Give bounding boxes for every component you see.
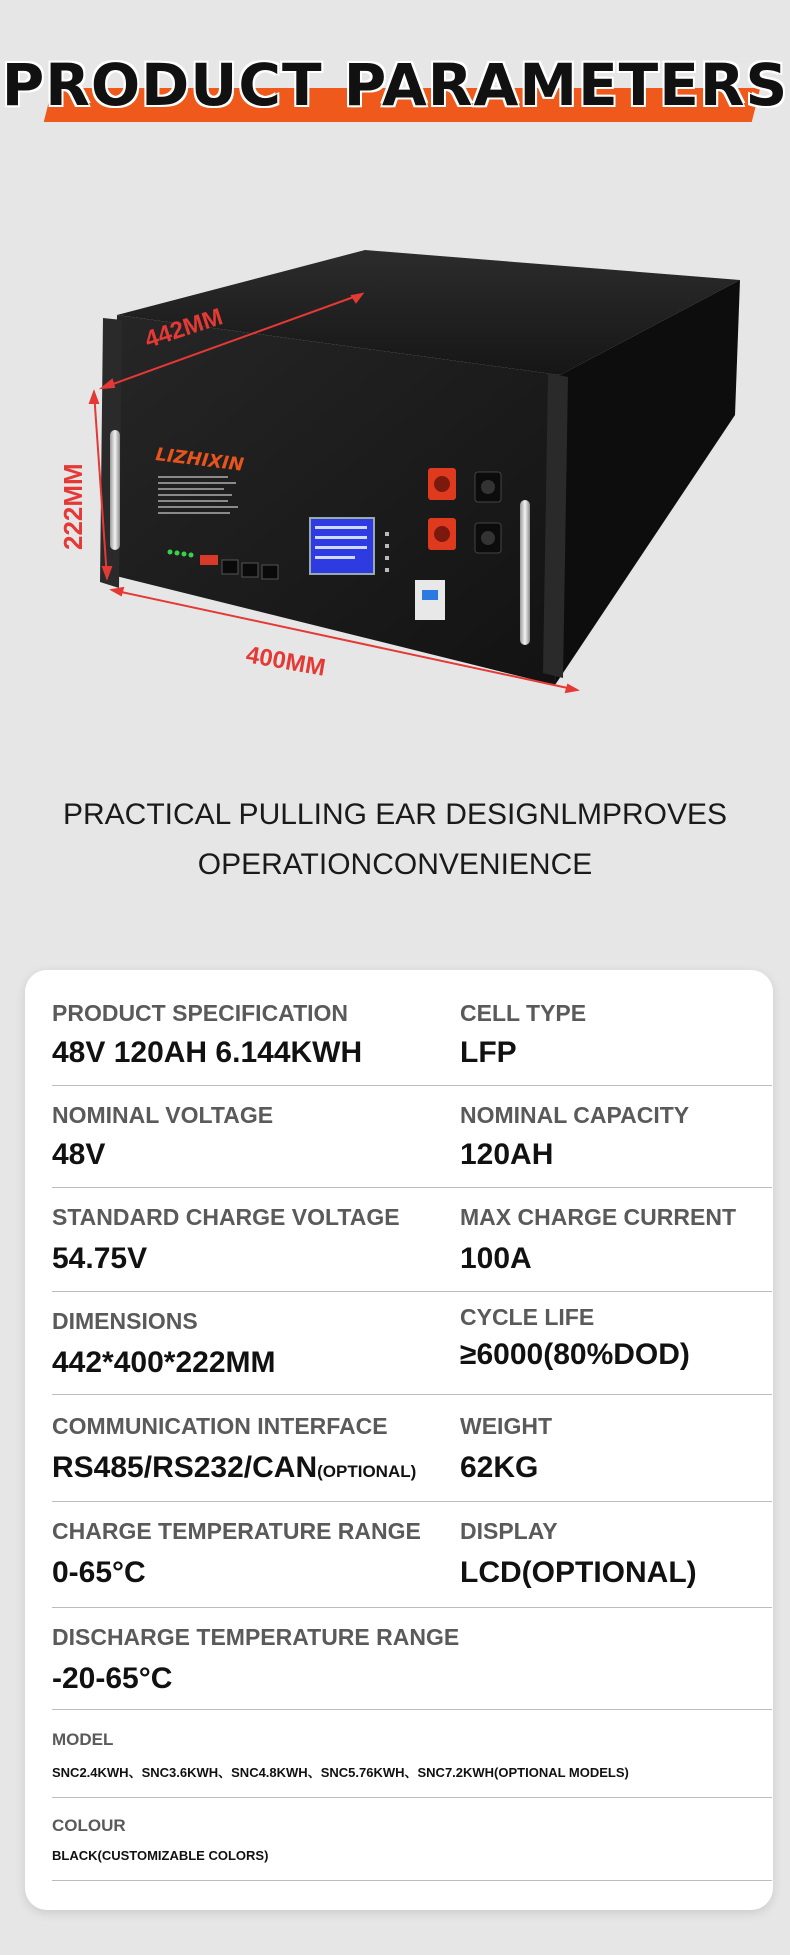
spec-label: COLOUR bbox=[52, 1816, 126, 1835]
spec-value bbox=[52, 1451, 416, 1485]
page-title: PRODUCT PARAMETERS bbox=[1, 51, 789, 119]
spec-label: MAX CHARGE CURRENT bbox=[460, 1204, 736, 1230]
battery-product-image bbox=[0, 230, 790, 710]
dimension-width: 442MM bbox=[141, 303, 226, 354]
spec-row bbox=[52, 1710, 772, 1798]
comm-interface-value: RS485/RS232/CAN bbox=[52, 1451, 318, 1484]
spec-row bbox=[52, 1086, 772, 1188]
spec-value: 442*400*222MM bbox=[52, 1346, 276, 1379]
brand-logo: LIZHIXIN bbox=[154, 444, 245, 476]
spec-value: 120AH bbox=[460, 1138, 554, 1171]
spec-label: DISPLAY bbox=[460, 1518, 558, 1544]
dimension-height: 222MM bbox=[58, 463, 88, 550]
spec-label: DIMENSIONS bbox=[52, 1308, 198, 1334]
spec-label: NOMINAL VOLTAGE bbox=[52, 1102, 274, 1128]
spec-value: 48V bbox=[52, 1138, 106, 1171]
spec-value: LCD(OPTIONAL) bbox=[460, 1556, 697, 1589]
spec-value: LFP bbox=[460, 1036, 517, 1069]
spec-row bbox=[52, 1188, 772, 1292]
right-handle bbox=[520, 500, 530, 645]
comm-optional-note: (OPTIONAL) bbox=[317, 1462, 417, 1481]
spec-value: ≥6000(80%DOD) bbox=[460, 1338, 690, 1371]
spec-value: -20-65°C bbox=[52, 1662, 173, 1695]
subheading-line-2: OPERATIONCONVENIENCE bbox=[197, 848, 593, 881]
spec-label: STANDARD CHARGE VOLTAGE bbox=[52, 1204, 400, 1230]
spec-row bbox=[52, 970, 772, 1086]
spec-label: COMMUNICATION INTERFACE bbox=[52, 1413, 388, 1439]
title-banner bbox=[0, 40, 790, 140]
spec-row bbox=[52, 1608, 772, 1710]
spec-label: MODEL bbox=[52, 1730, 114, 1749]
dip-switch bbox=[200, 555, 218, 565]
subheading-line-1: PRACTICAL PULLING EAR DESIGNLMPROVES bbox=[62, 798, 728, 831]
spec-value: 62KG bbox=[460, 1451, 539, 1484]
spec-label: NOMINAL CAPACITY bbox=[460, 1102, 690, 1128]
spec-label: CELL TYPE bbox=[460, 1000, 587, 1026]
spec-value: 48V 120AH 6.144KWH bbox=[52, 1036, 363, 1069]
feature-subheading bbox=[30, 790, 760, 890]
dimension-depth: 400MM bbox=[243, 641, 328, 682]
spec-row bbox=[52, 1798, 772, 1881]
spec-label: WEIGHT bbox=[460, 1413, 552, 1439]
left-handle bbox=[110, 430, 120, 550]
spec-value: 0-65°C bbox=[52, 1556, 146, 1589]
spec-value: SNC2.4KWH、SNC3.6KWH、SNC4.8KWH、SNC5.76KWH、SNC7.2KWH(OPTIONAL MODELS) bbox=[52, 1765, 629, 1780]
spec-label: CHARGE TEMPERATURE RANGE bbox=[52, 1518, 421, 1544]
spec-label: DISCHARGE TEMPERATURE RANGE bbox=[52, 1624, 460, 1650]
spec-row bbox=[52, 1502, 772, 1608]
spec-label: PRODUCT SPECIFICATION bbox=[52, 1000, 349, 1026]
spec-row bbox=[52, 1395, 772, 1502]
spec-row bbox=[52, 1292, 772, 1395]
spec-value: 54.75V bbox=[52, 1242, 148, 1275]
spec-value: 100A bbox=[460, 1242, 532, 1275]
spec-label: CYCLE LIFE bbox=[460, 1304, 595, 1330]
spec-value: BLACK(CUSTOMIZABLE COLORS) bbox=[52, 1848, 269, 1863]
spec-card bbox=[25, 970, 773, 1910]
